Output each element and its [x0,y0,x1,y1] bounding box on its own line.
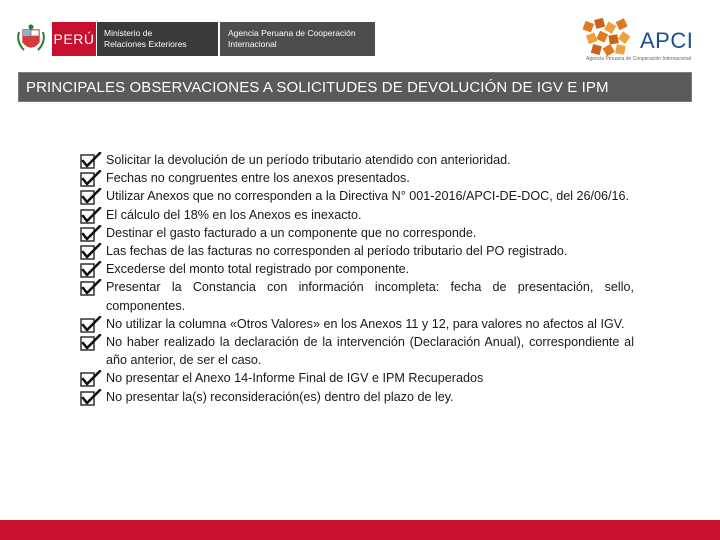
checkmark-icon [80,389,102,407]
list-item-text: No presentar la(s) reconsideración(es) dentro del plazo de ley. [106,389,454,404]
checkmark-icon [80,279,102,297]
apci-logo-text: APCI [640,28,694,53]
apci-subtitle: Agencia Peruana de Cooperación Internacional [586,56,692,62]
list-item-text: No presentar el Anexo 14-Informe Final de IGV e IPM Recuperados [106,371,484,386]
checkmark-icon [80,334,102,352]
checkmark-icon [80,243,102,261]
list-item [72,260,634,278]
coat-of-arms-icon [14,22,48,56]
list-item [72,315,634,333]
agency-label [220,22,375,56]
list-item-text: Excederse del monto total registrado por componente. [106,262,410,277]
list-item-text: No haber realizado la declaración de la intervención (Declaración Anual), correspondiente al año anterior, de ser el caso. [106,335,634,368]
peru-badge: PERÚ [52,22,96,56]
ministry-line-1: Ministerio de [104,28,153,38]
list-item [72,242,634,260]
header [0,0,720,70]
list-item [72,187,634,205]
list-item [72,333,634,369]
checkmark-icon [80,188,102,206]
list-item-text: Solicitar la devolución de un período tributario atendido con anterioridad. [106,153,511,167]
list-item-text: Fechas no congruentes entre los anexos presentados. [106,171,410,186]
agency-line-1: Agencia Peruana de Cooperación [228,28,356,38]
footer-bar [0,520,720,540]
list-item [72,206,634,224]
observations-list [72,151,634,406]
checkmark-icon [80,170,102,188]
checkmark-icon [80,370,102,388]
list-item [72,369,634,387]
page-title: PRINCIPALES OBSERVACIONES A SOLICITUDES DE DEVOLUCIÓN DE IGV E IPM [26,79,609,96]
list-item [72,224,634,242]
list-item-text: Las fechas de las facturas no corresponden al período tributario del PO registrado. [106,244,568,259]
title-bar [18,72,692,102]
checkmark-icon [80,152,102,170]
list-item-text: Destinar el gasto facturado a un componente que no corresponde. [106,225,477,240]
checkmark-icon [80,261,102,279]
list-item-text: El cálculo del 18% en los Anexos es inexacto. [106,207,362,222]
ministry-label [97,22,218,56]
list-item-text: No utilizar la columna «Otros Valores» en los Anexos 11 y 12, para valores no afectos al IGV. [106,316,625,331]
list-item-text: Utilizar Anexos que no corresponden a la Directiva N° 001-2016/APCI-DE-DOC, del 26/06/16. [106,189,630,204]
list-item [72,278,634,314]
checkmark-icon [80,316,102,334]
list-item [72,388,634,406]
list-item-text: Presentar la Constancia con información incompleta: fecha de presentación, sello, componentes. [106,280,634,313]
list-item [72,169,634,187]
agency-line-2: Internacional [228,38,277,49]
checkmark-icon [80,225,102,243]
checkmark-icon [80,207,102,225]
list-item [72,151,634,169]
ministry-line-2: Relaciones Exteriores [104,38,187,49]
